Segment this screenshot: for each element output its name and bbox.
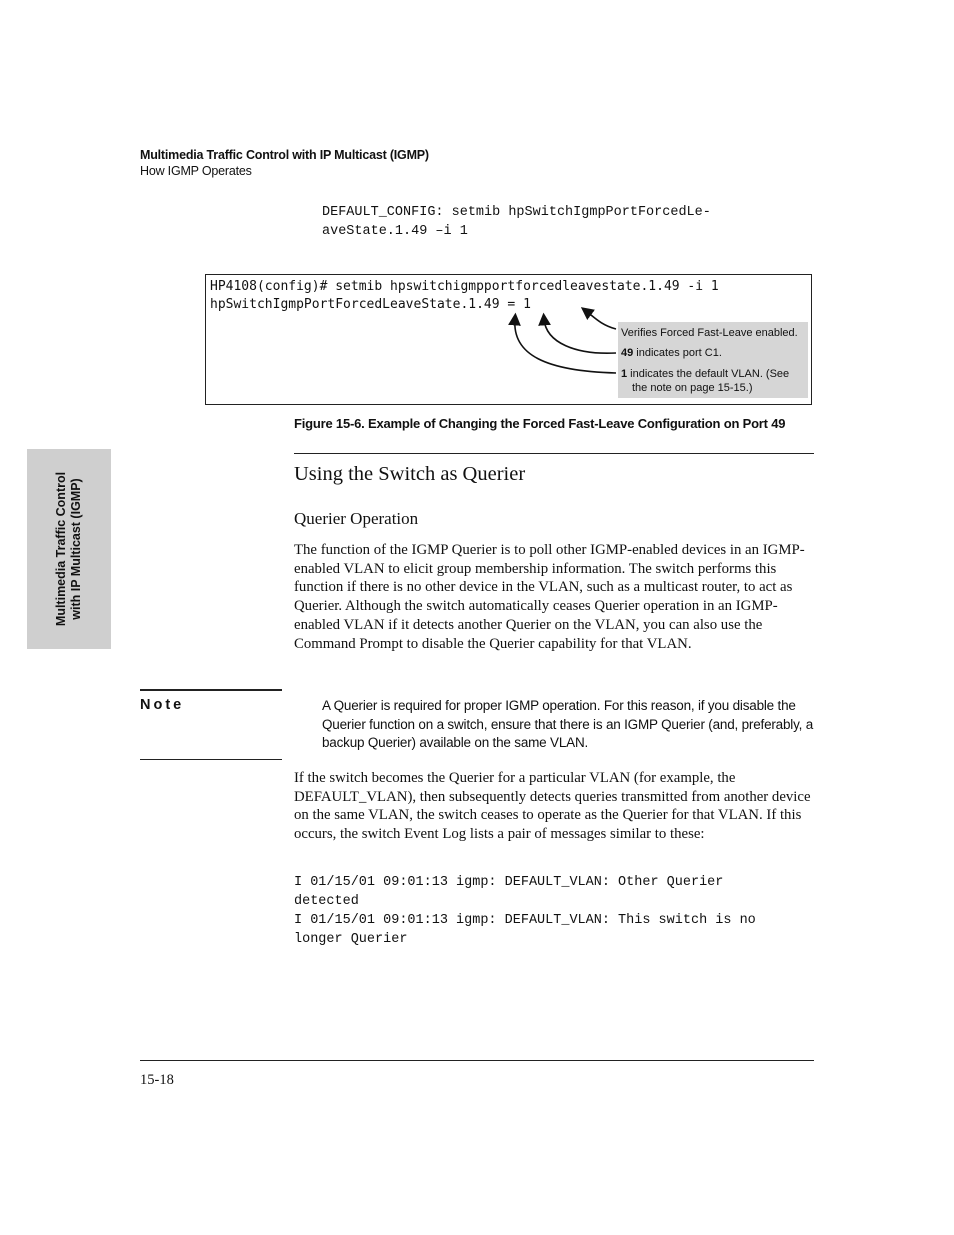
section-heading: Using the Switch as Querier <box>294 463 526 485</box>
side-tab-line-1: Multimedia Traffic Control <box>54 471 68 627</box>
callout-port-number: 49 <box>621 347 634 359</box>
arrow-to-value <box>586 311 616 329</box>
note-top-rule <box>140 689 282 691</box>
subsection-heading: Querier Operation <box>294 509 419 528</box>
running-header-subtitle: How IGMP Operates <box>140 164 252 178</box>
chapter-side-tab <box>27 449 111 649</box>
figure-caption: Figure 15-6. Example of Changing the Forced Fast-Leave Configuration on Port 49 <box>294 416 786 431</box>
callout-vlan-text: indicates the default VLAN. (See <box>627 368 790 380</box>
log-line-4: longer Querier <box>294 932 408 947</box>
page-number: 15-18 <box>140 1072 174 1088</box>
body-paragraph-1: The function of the IGMP Querier is to poll other IGMP-enabled devices in an IGMP-enabled VLAN to elicit group membership information. The switch performs this function if there is no other device in the VLAN, such as a multicast router, to act as Querier. Although the switch automatically ceases Querier operation in an IGMP-enabled VLAN if it detects another Querier on the VLAN, you can also use the Command Prompt to disable the Querier capability for that VLAN. <box>294 542 805 652</box>
figure-screen-capture <box>205 274 812 405</box>
callout-vlan-number: 1 <box>621 368 628 380</box>
log-line-1: I 01/15/01 09:01:13 igmp: DEFAULT_VLAN: Other Querier <box>294 875 724 890</box>
cli-line-2: hpSwitchIgmpPortForcedLeaveState.1.49 = 1 <box>210 297 531 312</box>
log-line-2: detected <box>294 894 359 909</box>
log-line-3: I 01/15/01 09:01:13 igmp: DEFAULT_VLAN: This switch is no <box>294 913 756 928</box>
note-text: A Querier is required for proper IGMP operation. For this reason, if you disable the Querier function on a switch, ensure that there is an IGMP Querier (and, preferably, a backup Querier) available on the same VLAN. <box>322 698 814 750</box>
side-tab-line-2: with IP Multicast (IGMP) <box>69 478 83 620</box>
body-paragraph-2: If the switch becomes the Querier for a particular VLAN (for example, the DEFAULT_VLAN), then subsequently detects queries transmitted from another device on the same VLAN, the switch ceases to operate as the Querier for that VLAN. If this occurs, the switch Event Log lists a pair of messages similar to these: <box>294 770 811 843</box>
callout-arrows <box>206 275 813 406</box>
side-tab-label <box>54 472 84 626</box>
config-example <box>322 203 711 241</box>
config-line-1: DEFAULT_CONFIG: setmib hpSwitchIgmpPortForcedLe- <box>322 205 711 220</box>
note-label: Note <box>140 697 185 713</box>
config-line-2: aveState.1.49 –i 1 <box>322 224 468 239</box>
note-bottom-rule <box>140 759 282 760</box>
event-log-example <box>294 873 756 949</box>
callout-verifies: Verifies Forced Fast-Leave enabled. <box>621 327 798 339</box>
footer-rule <box>140 1060 814 1061</box>
section-rule <box>294 453 814 454</box>
cli-line-1: HP4108(config)# setmib hpswitchigmpportforcedleavestate.1.49 -i 1 <box>210 279 719 294</box>
running-header-title: Multimedia Traffic Control with IP Multicast (IGMP) <box>140 148 429 162</box>
callout-port-text: indicates port C1. <box>633 347 722 359</box>
callout-vlan-text-2: the note on page 15-15.) <box>632 382 753 394</box>
